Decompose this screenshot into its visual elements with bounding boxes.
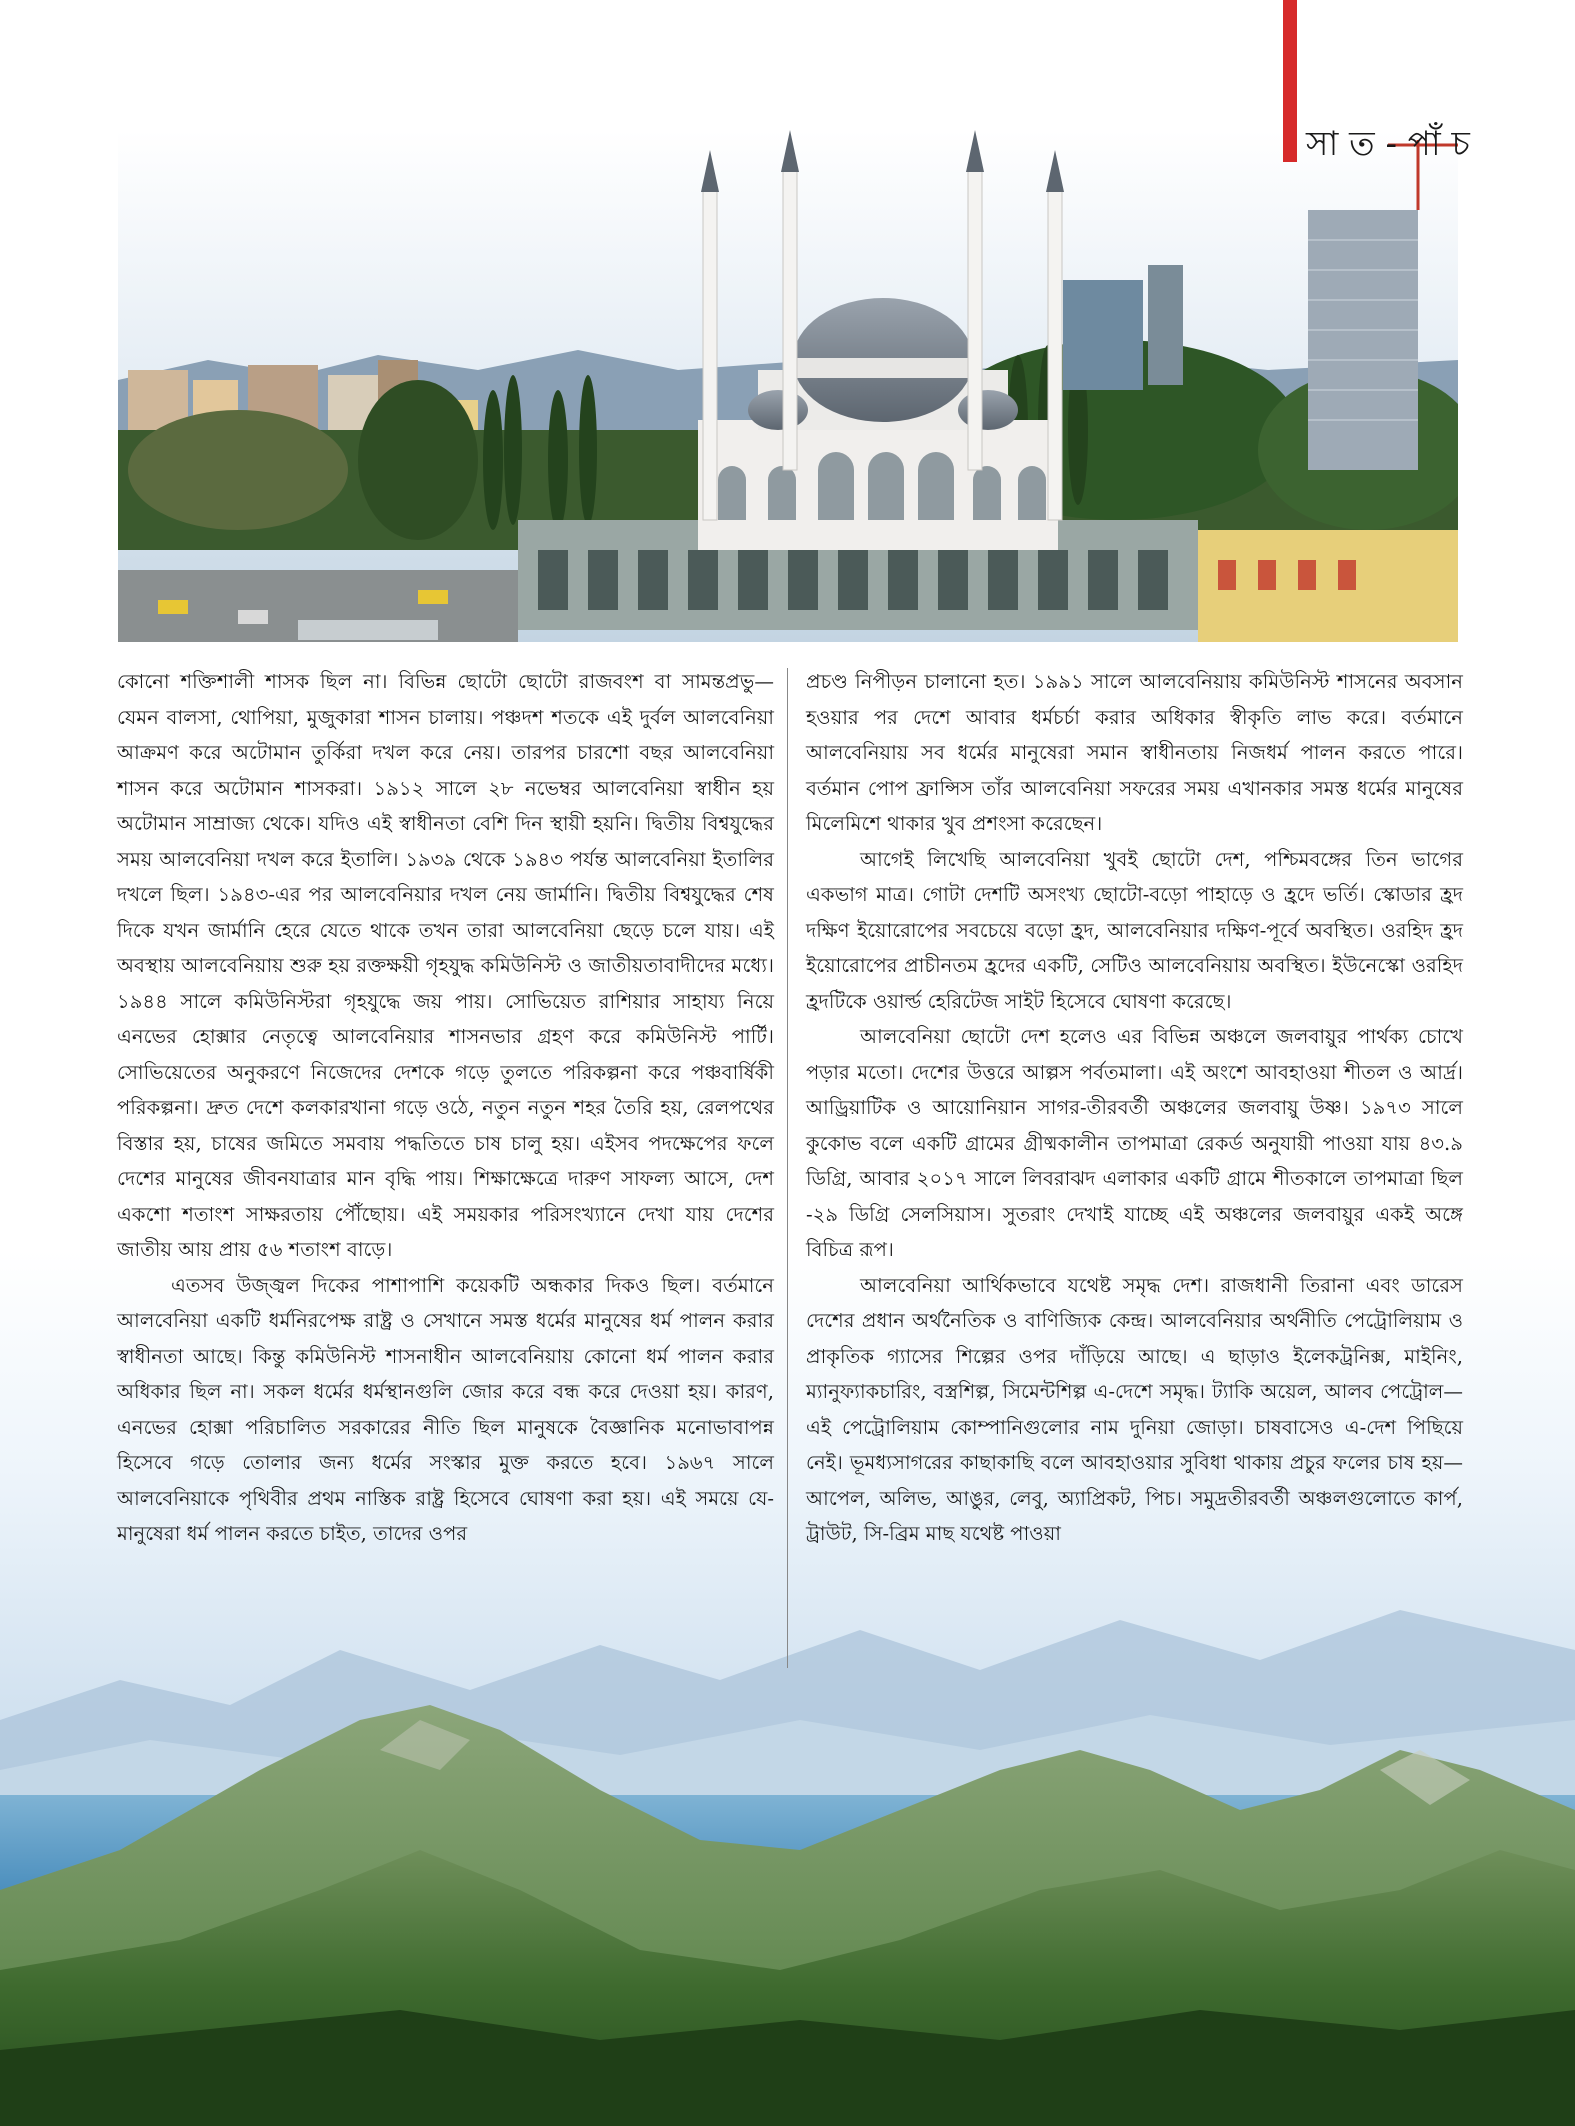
page-accent-bar — [1283, 0, 1297, 162]
article-paragraph: কোনো শক্তিশালী শাসক ছিল না। বিভিন্ন ছোটো ছোটো রাজবংশ বা সামন্তপ্রভু— যেমন বালসা, থোপিয়া, মুজুকারা শাসন চালায়। পঞ্চদশ শতকে এই দুর্বল আলবেনিয়া আক্রমণ করে অটোমান তুর্কিরা দখল করে নেয়। তারপর চারশো বছর আলবেনিয়া শাসন করে অটোমান শাসকরা। ১৯১২ সালে ২৮ নভেম্বর আলবেনিয়া স্বাধীন হয় অটোমান সাম্রাজ্য থেকে। যদিও এই স্বাধীনতা বেশি দিন স্থায়ী হয়নি। দ্বিতীয় বিশ্বযুদ্ধের সময় আলবেনিয়া দখল করে ইতালি। ১৯৩৯ থেকে ১৯৪৩ পর্যন্ত আলবেনিয়া ইতালির দখলে ছিল। ১৯৪৩-এর পর আলবেনিয়ার দখল নেয় জার্মানি। দ্বিতীয় বিশ্বযুদ্ধের শেষ দিকে যখন জার্মানি হেরে যেতে থাকে তখন তারা আলবেনিয়া ছেড়ে চলে যায়। এই অবস্থায় আলবেনিয়ায় শুরু হয় রক্তক্ষয়ী গৃহযুদ্ধ কমিউনিস্ট ও জাতীয়তাবাদীদের মধ্যে। ১৯৪৪ সালে কমিউনিস্টরা গৃহযুদ্ধে জয় পায়। সোভিয়েত রাশিয়ার সাহায্য নিয়ে এনভের হোক্সার নেতৃত্বে আলবেনিয়ার শাসনভার গ্রহণ করে কমিউনিস্ট পার্টি। সোভিয়েতের অনুকরণে নিজেদের দেশকে গড়ে তুলতে পরিকল্পনা করে পঞ্চবার্ষিকী পরিকল্পনা। দ্রুত দেশে কলকারখানা গড়ে ওঠে, নতুন নতুন শহর তৈরি হয়, রেলপথের বিস্তার হয়, চাষের জমিতে সমবায় পদ্ধতিতে চাষ চালু হয়। এইসব পদক্ষেপের ফলে দেশের মানুষের জীবনযাত্রার মান বৃদ্ধি পায়। শিক্ষাক্ষেত্রে দারুণ সাফল্য আসে, দেশ একশো শতাংশ সাক্ষরতায় পৌঁছোয়। এই সময়কার পরিসংখ্যানে দেখা যায় দেশের জাতীয় আয় প্রায় ৫৬ শতাংশ বাড়ে। — [117, 670, 774, 1261]
article-paragraph: আলবেনিয়া ছোটো দেশ হলেও এর বিভিন্ন অঞ্চলে জলবায়ুর পার্থক্য চোখে পড়ার মতো। দেশের উত্তরে আল্পস পর্বতমালা। এই অংশে আবহাওয়া শীতল ও আর্দ্র। আড্রিয়াটিক ও আয়োনিয়ান সাগর-তীরবর্তী অঞ্চলের জলবায়ু উষ্ণ। ১৯৭৩ সালে কুকোভ বলে একটি গ্রামের গ্রীষ্মকালীন তাপমাত্রা রেকর্ড অনুযায়ী পাওয়া যায় ৪৩.৯ ডিগ্রি, আবার ২০১৭ সালে লিবরাঝদ এলাকার একটি গ্রামে শীতকালে তাপমাত্রা ছিল -২৯ ডিগ্রি সেলসিয়াস। সুতরাং দেখাই যাচ্ছে এই অঞ্চলের জলবায়ুর একই অঙ্গে বিচিত্র রূপ। — [806, 1025, 1463, 1261]
mosque-cityscape-photo — [118, 130, 1458, 642]
page-number-label: সা ত - পাঁ চ — [1306, 124, 1470, 164]
column-divider — [787, 668, 788, 1668]
article-right-column — [806, 664, 1463, 1552]
article-paragraph: প্রচণ্ড নিপীড়ন চালানো হত। ১৯৯১ সালে আলবেনিয়ায় কমিউনিস্ট শাসনের অবসান হওয়ার পর দেশে আবার ধর্মচর্চা করার অধিকার স্বীকৃতি লাভ করে। বর্তমানে আলবেনিয়ায় সব ধর্মের মানুষেরা সমান স্বাধীনতায় নিজধর্ম পালন করতে পারে। বর্তমান পোপ ফ্রান্সিস তাঁর আলবেনিয়া সফরের সময় এখানকার সমস্ত ধর্মের মানুষের মিলেমিশে থাকার খুব প্রশংসা করেছেন। — [806, 670, 1463, 835]
article-paragraph: আলবেনিয়া আর্থিকভাবে যথেষ্ট সমৃদ্ধ দেশ। রাজধানী তিরানা এবং ডারেস দেশের প্রধান অর্থনৈতিক ও বাণিজ্যিক কেন্দ্র। আলবেনিয়ার অর্থনীতি পেট্রোলিয়াম ও প্রাকৃতিক গ্যাসের শিল্পের ওপর দাঁড়িয়ে আছে। এ ছাড়াও ইলেকট্রনিক্স, মাইনিং, ম্যানুফ্যাকচারিং, বস্ত্রশিল্প, সিমেন্টশিল্প এ-দেশে সমৃদ্ধ। ট্যাকি অয়েল, আলব পেট্রোল— এই পেট্রোলিয়াম কোম্পানিগুলোর নাম দুনিয়া জোড়া। চাষবাসেও এ-দেশ পিছিয়ে নেই। ভূমধ্যসাগরের কাছাকাছি বলে আবহাওয়ার সুবিধা থাকায় প্রচুর ফলের চাষ হয়— আপেল, অলিভ, আঙুর, লেবু, অ্যাপ্রিকট, পিচ। সমুদ্রতীরবর্তী অঞ্চলগুলোতে কার্প, ট্রাউট, সি-ব্রিম মাছ যথেষ্ট পাওয়া — [806, 1273, 1463, 1545]
article-left-column — [117, 664, 774, 1552]
article-paragraph: আগেই লিখেছি আলবেনিয়া খুবই ছোটো দেশ, পশ্চিমবঙ্গের তিন ভাগের একভাগ মাত্র। গোটা দেশটি অসংখ্য ছোটো-বড়ো পাহাড়ে ও হ্রদে ভর্তি। স্কোডার হ্রদ দক্ষিণ ইয়োরোপের সবচেয়ে বড়ো হ্রদ, আলবেনিয়ার দক্ষিণ-পূর্বে অবস্থিত। ওরহিদ হ্রদ ইয়োরোপের প্রাচীনতম হ্রদের একটি, সেটিও আলবেনিয়ায় অবস্থিত। ইউনেস্কো ওরহিদ হ্রদটিকে ওয়ার্ল্ড হেরিটেজ সাইট হিসেবে ঘোষণা করেছে। — [806, 847, 1463, 1013]
article-paragraph: এতসব উজ্জ্বল দিকের পাশাপাশি কয়েকটি অন্ধকার দিকও ছিল। বর্তমানে আলবেনিয়া একটি ধর্মনিরপেক্ষ রাষ্ট্র ও সেখানে সমস্ত ধর্মের মানুষের ধর্ম পালন করার স্বাধীনতা আছে। কিন্তু কমিউনিস্ট শাসনাধীন আলবেনিয়ায় কোনো ধর্ম পালন করার অধিকার ছিল না। সকল ধর্মের ধর্মস্থানগুলি জোর করে বন্ধ করে দেওয়া হয়। কারণ, এনভের হোক্সা পরিচালিত সরকারের নীতি ছিল মানুষকে বৈজ্ঞানিক মনোভাবাপন্ন হিসেবে গড়ে তোলার জন্য ধর্মের সংস্কার মুক্ত করতে হবে। ১৯৬৭ সালে আলবেনিয়াকে পৃথিবীর প্রথম নাস্তিক রাষ্ট্র হিসেবে ঘোষণা করা হয়। এই সময়ে যে-মানুষেরা ধর্ম পালন করতে চাইত, তাদের ওপর — [117, 1273, 774, 1545]
